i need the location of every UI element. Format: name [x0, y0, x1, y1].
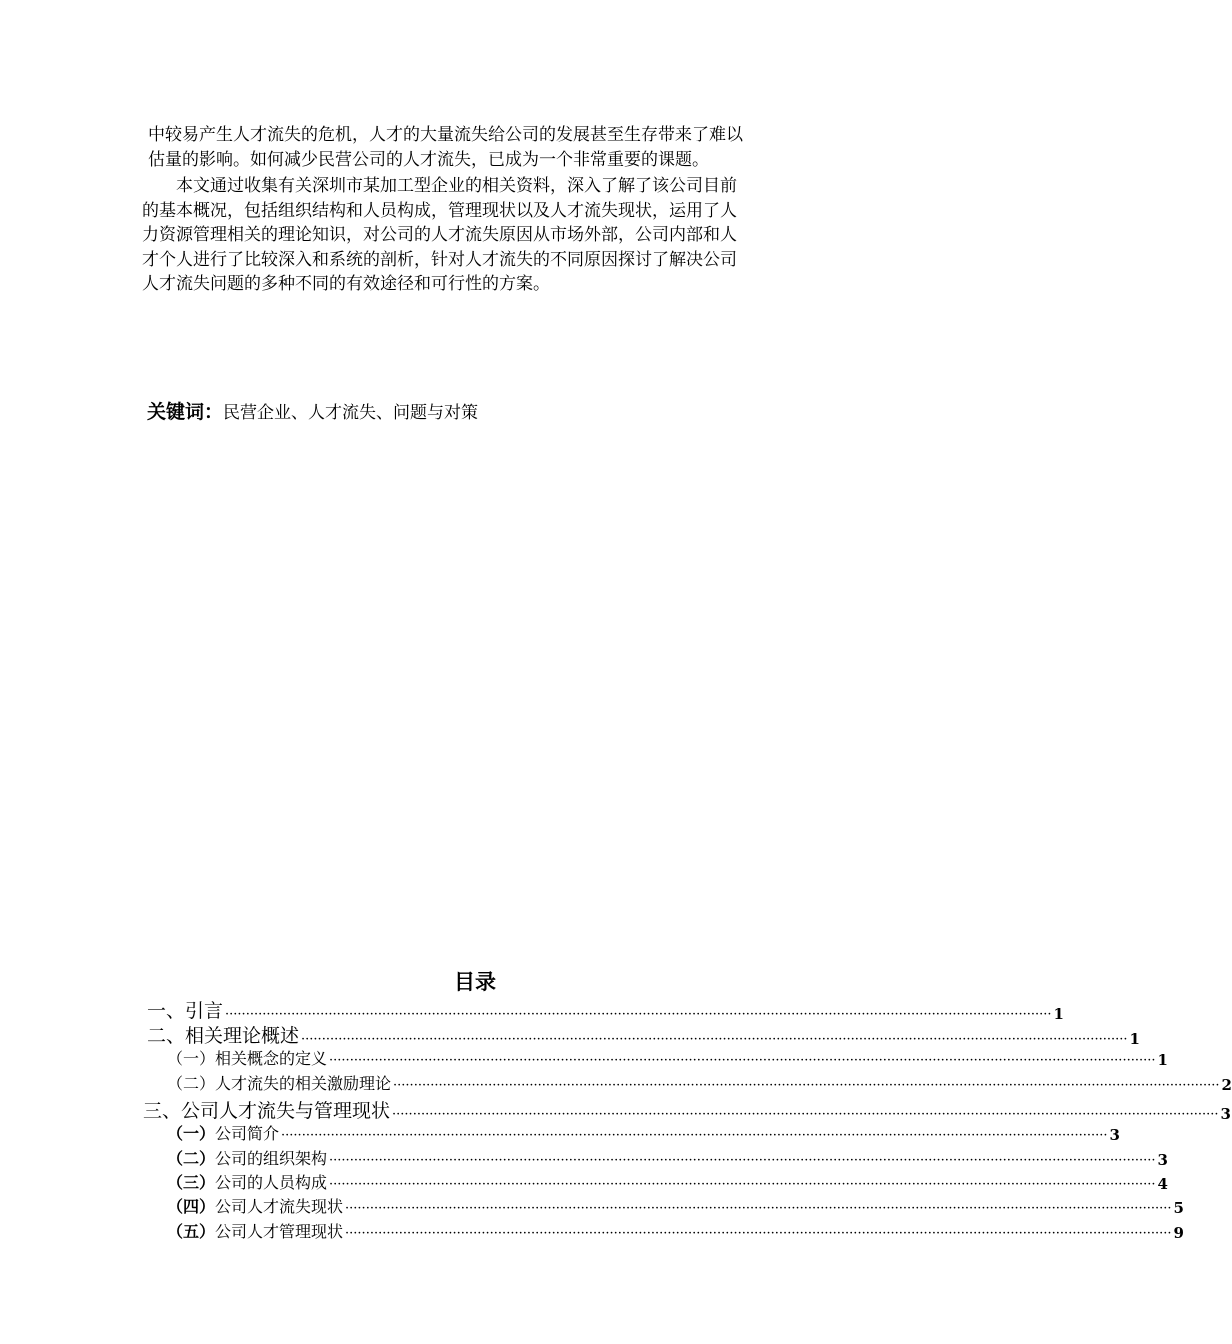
- toc-entry-3[interactable]: [147, 1046, 1168, 1069]
- toc-label: 公司人才管理现状: [215, 1222, 344, 1241]
- toc-label: 公司人才流失现状: [215, 1197, 344, 1216]
- text-line: 本文通过收集有关深圳市某加工型企业的相关资料，深入了解了该公司目前: [176, 176, 737, 196]
- toc-page: 3: [1220, 1105, 1231, 1123]
- toc-entry-4[interactable]: [147, 1071, 1232, 1094]
- toc-label: 公司的人员构成: [215, 1173, 328, 1192]
- toc-entry-2[interactable]: [147, 1021, 1140, 1048]
- toc-entry-9[interactable]: [147, 1194, 1184, 1217]
- dot-leader: ········································································································································································································: [329, 1177, 1156, 1192]
- toc-label: 相关理论概述: [185, 1025, 300, 1047]
- toc-entry-5[interactable]: [143, 1096, 1231, 1123]
- toc-page: 4: [1157, 1175, 1168, 1193]
- toc-page: 9: [1173, 1224, 1184, 1242]
- toc-number: （四）: [167, 1197, 216, 1216]
- toc-page: 1: [1157, 1051, 1168, 1069]
- toc-number: （一）: [167, 1049, 216, 1068]
- keywords-label: 关键词：: [147, 401, 224, 423]
- text-line: 的基本概况，包括组织结构和人员构成，管理现状以及人才流失现状，运用了人: [142, 200, 737, 221]
- dot-leader: ········································································································································································································: [393, 1078, 1220, 1093]
- toc-number: 一、: [147, 1000, 186, 1022]
- toc-entry-6[interactable]: [147, 1121, 1120, 1144]
- toc-number: （二）: [167, 1149, 216, 1168]
- toc-label: 公司简介: [215, 1124, 280, 1143]
- dot-leader: ········································································································································································································: [329, 1153, 1156, 1168]
- toc-number: 二、: [147, 1025, 186, 1047]
- toc-title: 目录: [454, 970, 496, 994]
- toc-number: （一）: [167, 1124, 216, 1143]
- keywords-value: 民营企业、人才流失、问题与对策: [223, 403, 479, 423]
- toc-label: 引言: [185, 1000, 224, 1022]
- text-line: 才个人进行了比较深入和系统的剖析，针对人才流失的不同原因探讨了解决公司: [142, 249, 737, 270]
- dot-leader: ········································································································································································································: [392, 1107, 1219, 1122]
- dot-leader: ········································································································································································································: [345, 1201, 1172, 1216]
- dot-leader: ········································································································································································································: [225, 1007, 1052, 1022]
- toc-page: 2: [1221, 1076, 1232, 1094]
- toc-entry-1[interactable]: [147, 996, 1064, 1023]
- toc-label: 人才流失的相关激励理论: [215, 1074, 392, 1093]
- abstract-paragraph-2: [142, 174, 832, 297]
- text-line: 力资源管理相关的理论知识，对公司的人才流失原因从市场外部，公司内部和人: [142, 225, 737, 245]
- dot-leader: ········································································································································································································: [281, 1128, 1108, 1143]
- dot-leader: ········································································································································································································: [329, 1053, 1156, 1068]
- toc-number: （三）: [167, 1173, 216, 1192]
- toc-label: 相关概念的定义: [215, 1049, 328, 1068]
- toc-page: 3: [1109, 1126, 1120, 1144]
- toc-label: 公司的组织架构: [215, 1149, 328, 1168]
- toc-entry-8[interactable]: [147, 1170, 1168, 1193]
- text-line: 估量的影响。如何减少民营公司的人才流失，已成为一个非常重要的课题。: [148, 149, 709, 170]
- keywords: [147, 397, 478, 424]
- toc-page: 3: [1157, 1151, 1168, 1169]
- dot-leader: ········································································································································································································: [301, 1032, 1128, 1047]
- toc-number: （五）: [167, 1222, 216, 1241]
- toc-number: 三、: [143, 1100, 182, 1122]
- abstract-paragraph-1: [142, 123, 832, 172]
- text-line: 人才流失问题的多种不同的有效途径和可行性的方案。: [142, 274, 550, 294]
- text-line: 中较易产生人才流失的危机，人才的大量流失给公司的发展甚至生存带来了难以: [148, 125, 743, 145]
- toc-page: 5: [1173, 1199, 1184, 1217]
- toc-number: （二）: [167, 1074, 216, 1093]
- dot-leader: ········································································································································································································: [345, 1226, 1172, 1241]
- toc-entry-7[interactable]: [147, 1146, 1168, 1169]
- toc-page: 1: [1053, 1005, 1064, 1023]
- toc-label: 公司人才流失与管理现状: [181, 1100, 391, 1122]
- toc-page: 1: [1129, 1030, 1140, 1048]
- toc-entry-10[interactable]: [147, 1219, 1184, 1242]
